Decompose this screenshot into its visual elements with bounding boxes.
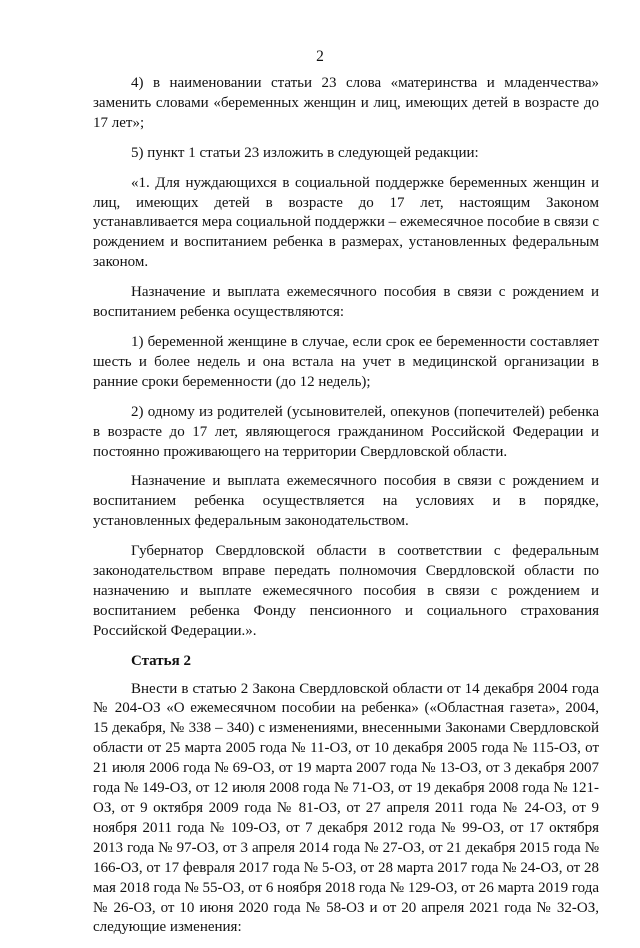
paragraph-conditions: Назначение и выплата ежемесячного пособия в связи с рождением и воспитанием ребенка осуществляется на условиях и в порядке, установленных федеральным законодательством. bbox=[93, 473, 599, 530]
article-heading: Статья 2 bbox=[131, 652, 191, 669]
paragraph-subitem-1: 1) беременной женщине в случае, если срок ее беременности составляет шесть и более недель и она встала на учет в медицинской организации в ранние сроки беременности (до 12 недель); bbox=[93, 333, 599, 390]
paragraph-governor: Губернатор Свердловской области в соответствии с федеральным законодательством вправе передать полномочия Свердловской области по назначению и выплате ежемесячного пособия в связи с рождением и воспитанием ребенка Фонду пенсионного и социального страхования Российской Федерации.». bbox=[93, 543, 599, 639]
paragraph-item-4: 4) в наименовании статьи 23 слова «материнства и младенчества» заменить словами «беременных женщин и лиц, имеющих детей в возрасте до 17 лет»; bbox=[93, 75, 599, 131]
page-number: 2 bbox=[316, 48, 324, 65]
article-text: Внести в статью 2 Закона Свердловской области от 14 декабря 2004 года № 204-ОЗ «О ежемесячном пособии на ребенка» («Областная газета», 2004, 15 декабря, № 338 – 340) с изменениями, внесенными Законами Свердловской области от 25 марта 2005 года № 11-ОЗ, от 10 декабря 2005 года № 115-ОЗ, от 21 июля 2006 года № 69-ОЗ, от 19 марта 2007 года № 13-ОЗ, от 3 декабря 2007 года № 149-ОЗ, от 12 июля 2008 года № 71-ОЗ, от 19 декабря 2008 года № 121-ОЗ, от 9 октября 2009 года № 81-ОЗ, от 27 апреля 2011 года № 24-ОЗ, от 9 ноября 2011 года № 109-ОЗ, от 7 декабря 2012 года № 99-ОЗ, от 17 октября 2013 года № 97-ОЗ, от 3 апреля 2014 года № 27-ОЗ, от 21 декабря 2015 года № 166-ОЗ, от 17 февраля 2017 года № 5-ОЗ, от 28 марта 2017 года № 24-ОЗ, от 28 мая 2018 года № 55-ОЗ, от 6 ноября 2018 года № 129-ОЗ, от 26 марта 2019 года № 26-ОЗ, от 10 июня 2020 года № 58-ОЗ и от 20 апреля 2021 года № 32-ОЗ, следующие изменения: bbox=[93, 680, 599, 936]
paragraph-subitem-2: 2) одному из родителей (усыновителей, опекунов (попечителей) ребенка в возрасте до 17 лет, являющегося гражданином Российской Федерации и постоянно проживающего на территории Свердловской области. bbox=[93, 403, 599, 460]
paragraph-assignment: Назначение и выплата ежемесячного пособия в связи с рождением и воспитанием ребенка осуществляются: bbox=[93, 284, 599, 321]
paragraph-item-5: 5) пункт 1 статьи 23 изложить в следующей редакции: bbox=[131, 144, 479, 161]
document-body bbox=[93, 74, 599, 948]
paragraph-clause-1: «1. Для нуждающихся в социальной поддержке беременных женщин и лиц, имеющих детей в возрасте до 17 лет, настоящим Законом устанавливается мера социальной поддержки – ежемесячное пособие в связи с рождением и воспитанием ребенка в размерах, установленных федеральным законом. bbox=[93, 174, 599, 271]
